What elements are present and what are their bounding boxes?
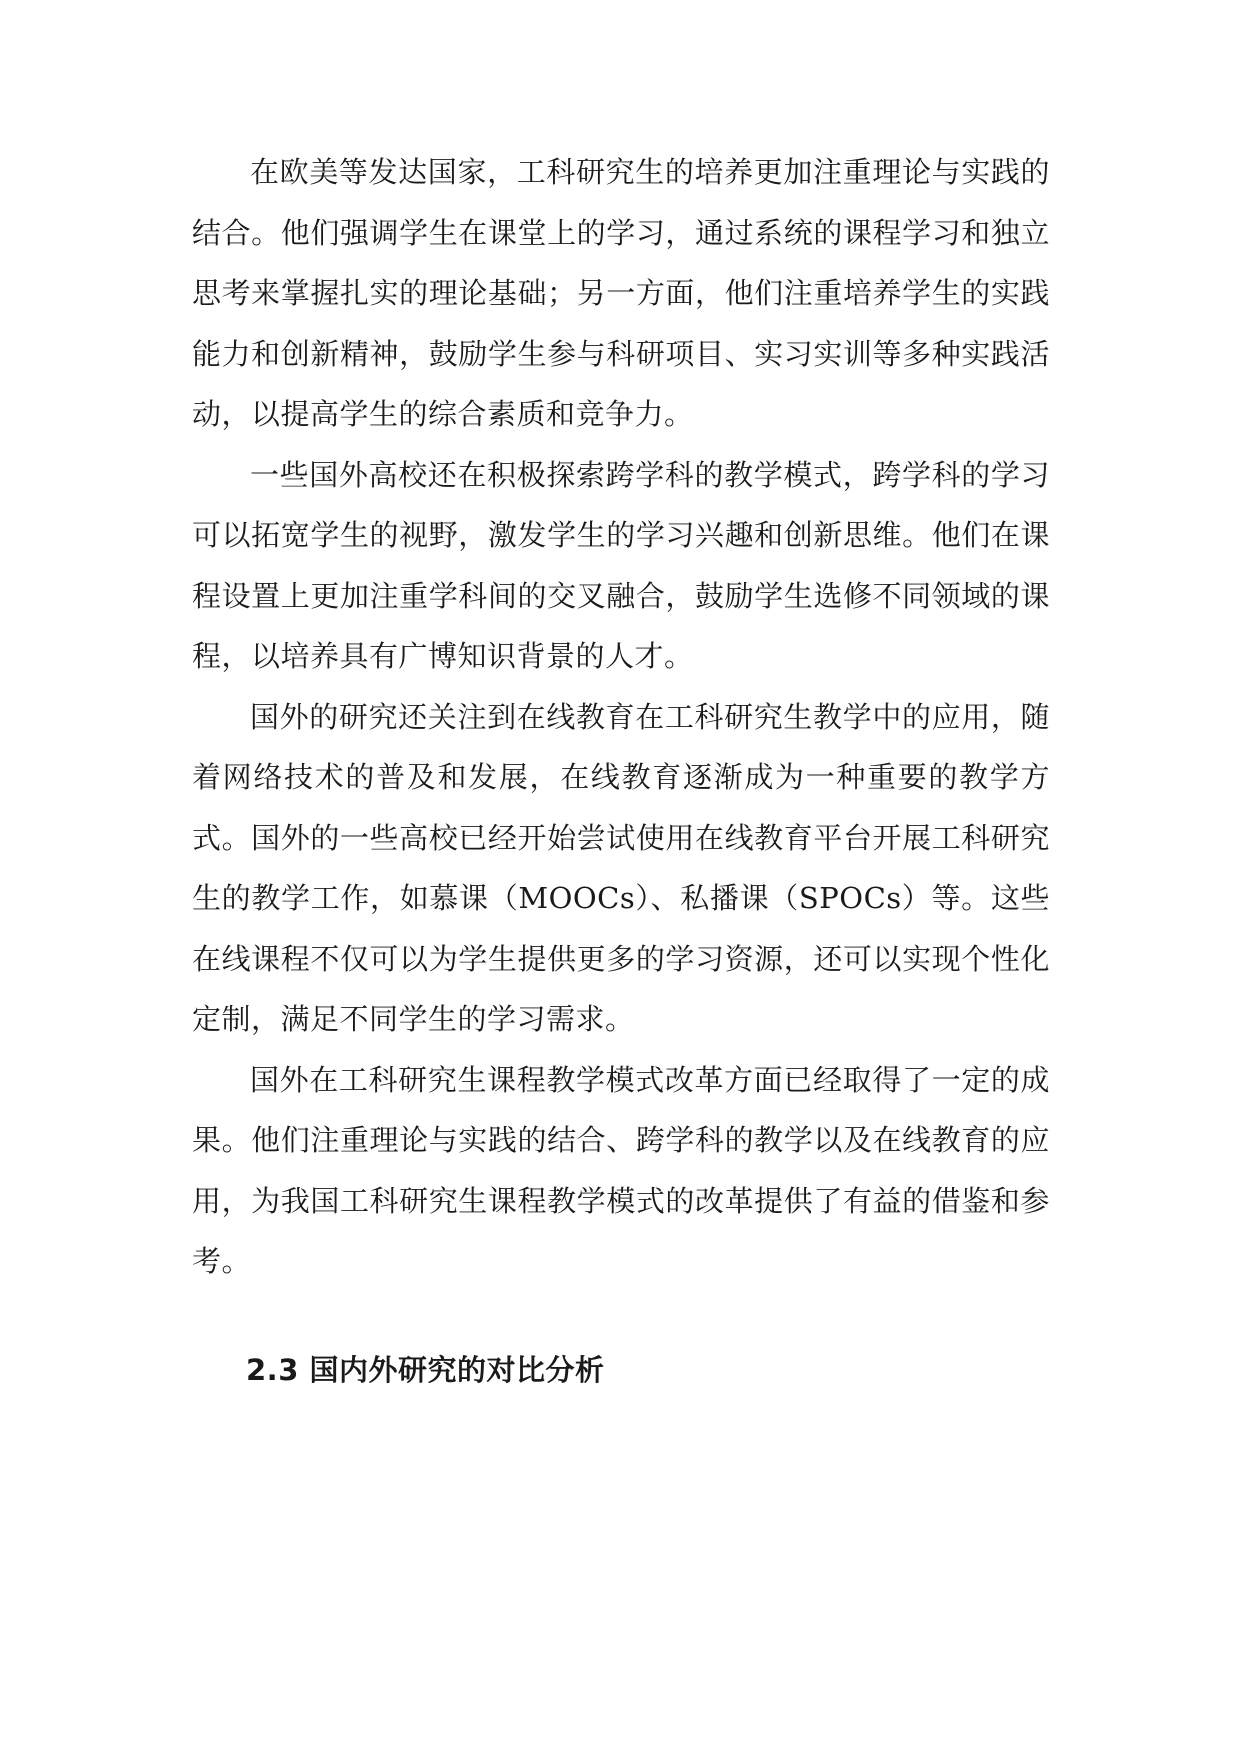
- paragraph-1: 在欧美等发达国家，工科研究生的培养更加注重理论与实践的结合。他们强调学生在课堂上的学习，通过系统的课程学习和独立思考来掌握扎实的理论基础；另一方面，他们注重培养学生的实践能力和创新精神，鼓励学生参与科研项目、实习实训等多种实践活动，以提高学生的综合素质和竞争力。: [192, 155, 1050, 431]
- document-page: [192, 142, 1050, 1400]
- paragraph-4: 国外在工科研究生课程教学模式改革方面已经取得了一定的成果。他们注重理论与实践的结合、跨学科的教学以及在线教育的应用，为我国工科研究生课程教学模式的改革提供了有益的借鉴和参考。: [192, 1062, 1050, 1278]
- paragraph-3: 国外的研究还关注到在线教育在工科研究生教学中的应用，随着网络技术的普及和发展，在线教育逐渐成为一种重要的教学方式。国外的一些高校已经开始尝试使用在线教育平台开展工科研究生的教学工作，如慕课（MOOCs）、私播课（SPOCs）等。这些在线课程不仅可以为学生提供更多的学习资源，还可以实现个性化定制，满足不同学生的学习需求。: [192, 699, 1050, 1036]
- paragraph-2: 一些国外高校还在积极探索跨学科的教学模式，跨学科的学习可以拓宽学生的视野，激发学生的学习兴趣和创新思维。他们在课程设置上更加注重学科间的交叉融合，鼓励学生选修不同领域的课程，以培养具有广博知识背景的人才。: [192, 457, 1050, 673]
- section-heading: 2.3 国内外研究的对比分析: [246, 1352, 605, 1387]
